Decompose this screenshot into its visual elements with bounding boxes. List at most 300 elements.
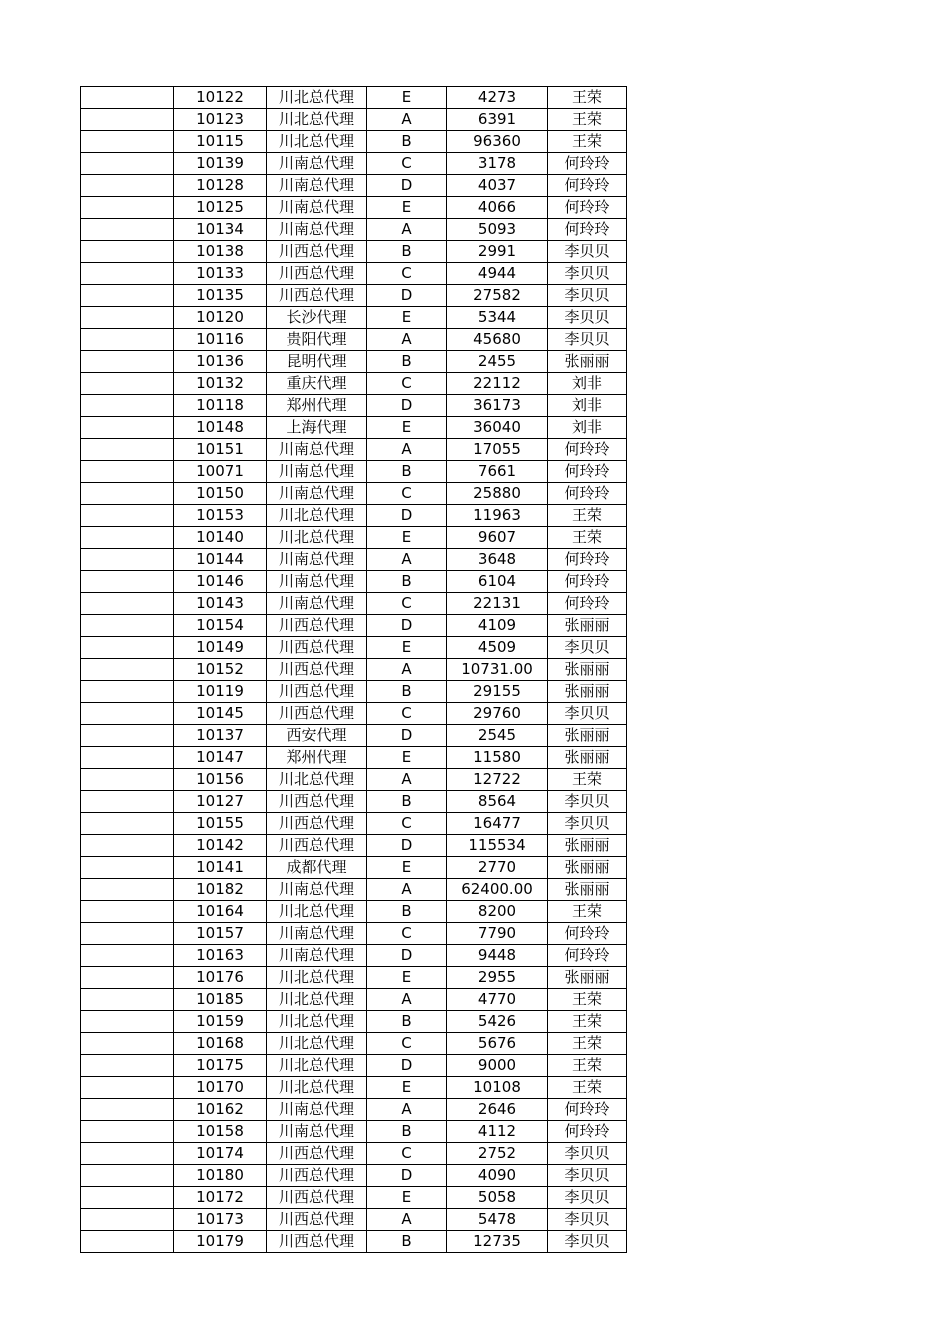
- amount-cell: 12722: [447, 769, 548, 791]
- blank-cell: [81, 593, 174, 615]
- person-cell: 李贝贝: [548, 1165, 627, 1187]
- grade-cell: B: [367, 351, 447, 373]
- agent-cell: 川南总代理: [267, 923, 367, 945]
- table-row: [81, 659, 627, 681]
- table-row: [81, 967, 627, 989]
- person-cell: 王荣: [548, 1055, 627, 1077]
- id-cell: 10138: [174, 241, 267, 263]
- blank-cell: [81, 329, 174, 351]
- amount-cell: 2455: [447, 351, 548, 373]
- table-row: [81, 461, 627, 483]
- table-row: [81, 483, 627, 505]
- table-row: [81, 769, 627, 791]
- person-cell: 李贝贝: [548, 637, 627, 659]
- id-cell: 10154: [174, 615, 267, 637]
- grade-cell: C: [367, 153, 447, 175]
- blank-cell: [81, 967, 174, 989]
- id-cell: 10175: [174, 1055, 267, 1077]
- grade-cell: E: [367, 417, 447, 439]
- person-cell: 何玲玲: [548, 219, 627, 241]
- person-cell: 王荣: [548, 87, 627, 109]
- amount-cell: 9448: [447, 945, 548, 967]
- agent-cell: 川西总代理: [267, 659, 367, 681]
- agent-cell: 川北总代理: [267, 505, 367, 527]
- table-row: [81, 131, 627, 153]
- id-cell: 10148: [174, 417, 267, 439]
- id-cell: 10170: [174, 1077, 267, 1099]
- id-cell: 10142: [174, 835, 267, 857]
- table-row: [81, 879, 627, 901]
- blank-cell: [81, 1011, 174, 1033]
- person-cell: 何玲玲: [548, 153, 627, 175]
- person-cell: 刘非: [548, 417, 627, 439]
- blank-cell: [81, 1187, 174, 1209]
- blank-cell: [81, 1033, 174, 1055]
- amount-cell: 2770: [447, 857, 548, 879]
- amount-cell: 25880: [447, 483, 548, 505]
- person-cell: 张丽丽: [548, 835, 627, 857]
- table-row: [81, 681, 627, 703]
- grade-cell: A: [367, 1099, 447, 1121]
- person-cell: 李贝贝: [548, 1231, 627, 1253]
- table-row: [81, 1121, 627, 1143]
- id-cell: 10137: [174, 725, 267, 747]
- person-cell: 王荣: [548, 901, 627, 923]
- table-row: [81, 747, 627, 769]
- person-cell: 张丽丽: [548, 747, 627, 769]
- person-cell: 李贝贝: [548, 813, 627, 835]
- table-row: [81, 835, 627, 857]
- amount-cell: 10108: [447, 1077, 548, 1099]
- person-cell: 何玲玲: [548, 197, 627, 219]
- id-cell: 10150: [174, 483, 267, 505]
- grade-cell: E: [367, 1187, 447, 1209]
- id-cell: 10146: [174, 571, 267, 593]
- person-cell: 李贝贝: [548, 791, 627, 813]
- table-row: [81, 549, 627, 571]
- table-row: [81, 989, 627, 1011]
- table-row: [81, 87, 627, 109]
- blank-cell: [81, 1231, 174, 1253]
- person-cell: 王荣: [548, 769, 627, 791]
- grade-cell: B: [367, 571, 447, 593]
- agent-cell: 川西总代理: [267, 1209, 367, 1231]
- grade-cell: D: [367, 945, 447, 967]
- amount-cell: 5426: [447, 1011, 548, 1033]
- id-cell: 10168: [174, 1033, 267, 1055]
- blank-cell: [81, 615, 174, 637]
- amount-cell: 17055: [447, 439, 548, 461]
- amount-cell: 22131: [447, 593, 548, 615]
- id-cell: 10128: [174, 175, 267, 197]
- amount-cell: 5478: [447, 1209, 548, 1231]
- blank-cell: [81, 527, 174, 549]
- grade-cell: A: [367, 329, 447, 351]
- table-row: [81, 1033, 627, 1055]
- id-cell: 10172: [174, 1187, 267, 1209]
- grade-cell: C: [367, 593, 447, 615]
- person-cell: 何玲玲: [548, 923, 627, 945]
- amount-cell: 4273: [447, 87, 548, 109]
- id-cell: 10123: [174, 109, 267, 131]
- agent-cell: 川北总代理: [267, 1033, 367, 1055]
- person-cell: 何玲玲: [548, 483, 627, 505]
- person-cell: 李贝贝: [548, 263, 627, 285]
- amount-cell: 11963: [447, 505, 548, 527]
- person-cell: 何玲玲: [548, 945, 627, 967]
- blank-cell: [81, 1165, 174, 1187]
- id-cell: 10155: [174, 813, 267, 835]
- table-row: [81, 219, 627, 241]
- agent-cell: 川西总代理: [267, 813, 367, 835]
- table-row: [81, 109, 627, 131]
- grade-cell: E: [367, 857, 447, 879]
- id-cell: 10134: [174, 219, 267, 241]
- blank-cell: [81, 307, 174, 329]
- amount-cell: 62400.00: [447, 879, 548, 901]
- person-cell: 何玲玲: [548, 593, 627, 615]
- amount-cell: 22112: [447, 373, 548, 395]
- agent-cell: 贵阳代理: [267, 329, 367, 351]
- grade-cell: B: [367, 901, 447, 923]
- amount-cell: 10731.00: [447, 659, 548, 681]
- table-row: [81, 329, 627, 351]
- id-cell: 10133: [174, 263, 267, 285]
- table-row: [81, 175, 627, 197]
- person-cell: 王荣: [548, 1011, 627, 1033]
- agent-cell: 川西总代理: [267, 1165, 367, 1187]
- table-row: [81, 1165, 627, 1187]
- agent-cell: 川北总代理: [267, 769, 367, 791]
- id-cell: 10115: [174, 131, 267, 153]
- blank-cell: [81, 87, 174, 109]
- amount-cell: 45680: [447, 329, 548, 351]
- id-cell: 10164: [174, 901, 267, 923]
- table-row: [81, 263, 627, 285]
- amount-cell: 6391: [447, 109, 548, 131]
- table-row: [81, 615, 627, 637]
- id-cell: 10125: [174, 197, 267, 219]
- table-row: [81, 417, 627, 439]
- id-cell: 10144: [174, 549, 267, 571]
- person-cell: 王荣: [548, 1033, 627, 1055]
- person-cell: 何玲玲: [548, 175, 627, 197]
- agent-cell: 川西总代理: [267, 1143, 367, 1165]
- blank-cell: [81, 1055, 174, 1077]
- person-cell: 张丽丽: [548, 857, 627, 879]
- table-row: [81, 1011, 627, 1033]
- agent-cell: 川北总代理: [267, 1077, 367, 1099]
- amount-cell: 4090: [447, 1165, 548, 1187]
- agent-cell: 川南总代理: [267, 571, 367, 593]
- person-cell: 何玲玲: [548, 549, 627, 571]
- blank-cell: [81, 153, 174, 175]
- grade-cell: D: [367, 505, 447, 527]
- table-row: [81, 439, 627, 461]
- blank-cell: [81, 923, 174, 945]
- grade-cell: B: [367, 131, 447, 153]
- person-cell: 李贝贝: [548, 241, 627, 263]
- table-row: [81, 351, 627, 373]
- id-cell: 10071: [174, 461, 267, 483]
- amount-cell: 4112: [447, 1121, 548, 1143]
- agent-cell: 川南总代理: [267, 483, 367, 505]
- blank-cell: [81, 1143, 174, 1165]
- grade-cell: B: [367, 791, 447, 813]
- table-row: [81, 373, 627, 395]
- blank-cell: [81, 219, 174, 241]
- grade-cell: A: [367, 549, 447, 571]
- grade-cell: A: [367, 659, 447, 681]
- agent-cell: 重庆代理: [267, 373, 367, 395]
- blank-cell: [81, 791, 174, 813]
- amount-cell: 96360: [447, 131, 548, 153]
- id-cell: 10173: [174, 1209, 267, 1231]
- id-cell: 10122: [174, 87, 267, 109]
- grade-cell: C: [367, 703, 447, 725]
- blank-cell: [81, 131, 174, 153]
- blank-cell: [81, 351, 174, 373]
- agent-cell: 川西总代理: [267, 703, 367, 725]
- amount-cell: 12735: [447, 1231, 548, 1253]
- person-cell: 刘非: [548, 395, 627, 417]
- id-cell: 10176: [174, 967, 267, 989]
- amount-cell: 2752: [447, 1143, 548, 1165]
- person-cell: 李贝贝: [548, 1209, 627, 1231]
- table-body: [81, 87, 627, 1253]
- blank-cell: [81, 571, 174, 593]
- grade-cell: C: [367, 1143, 447, 1165]
- person-cell: 李贝贝: [548, 703, 627, 725]
- id-cell: 10180: [174, 1165, 267, 1187]
- id-cell: 10162: [174, 1099, 267, 1121]
- id-cell: 10119: [174, 681, 267, 703]
- grade-cell: E: [367, 747, 447, 769]
- grade-cell: D: [367, 175, 447, 197]
- person-cell: 何玲玲: [548, 461, 627, 483]
- blank-cell: [81, 901, 174, 923]
- grade-cell: D: [367, 725, 447, 747]
- person-cell: 何玲玲: [548, 439, 627, 461]
- amount-cell: 4037: [447, 175, 548, 197]
- agent-cell: 川南总代理: [267, 197, 367, 219]
- agent-cell: 川北总代理: [267, 527, 367, 549]
- table-row: [81, 1143, 627, 1165]
- amount-cell: 9000: [447, 1055, 548, 1077]
- grade-cell: A: [367, 769, 447, 791]
- amount-cell: 2646: [447, 1099, 548, 1121]
- grade-cell: B: [367, 1121, 447, 1143]
- id-cell: 10140: [174, 527, 267, 549]
- id-cell: 10151: [174, 439, 267, 461]
- blank-cell: [81, 263, 174, 285]
- table-row: [81, 593, 627, 615]
- agent-cell: 川南总代理: [267, 153, 367, 175]
- grade-cell: A: [367, 109, 447, 131]
- agent-cell: 成都代理: [267, 857, 367, 879]
- blank-cell: [81, 1077, 174, 1099]
- id-cell: 10120: [174, 307, 267, 329]
- table-row: [81, 527, 627, 549]
- agent-cell: 川西总代理: [267, 1187, 367, 1209]
- amount-cell: 4509: [447, 637, 548, 659]
- amount-cell: 29760: [447, 703, 548, 725]
- id-cell: 10174: [174, 1143, 267, 1165]
- agent-cell: 川南总代理: [267, 593, 367, 615]
- table-row: [81, 395, 627, 417]
- agent-cell: 川西总代理: [267, 615, 367, 637]
- id-cell: 10179: [174, 1231, 267, 1253]
- person-cell: 李贝贝: [548, 307, 627, 329]
- blank-cell: [81, 197, 174, 219]
- grade-cell: B: [367, 1231, 447, 1253]
- blank-cell: [81, 1099, 174, 1121]
- amount-cell: 36173: [447, 395, 548, 417]
- table-row: [81, 1231, 627, 1253]
- grade-cell: D: [367, 1165, 447, 1187]
- blank-cell: [81, 659, 174, 681]
- person-cell: 王荣: [548, 527, 627, 549]
- blank-cell: [81, 637, 174, 659]
- table-row: [81, 637, 627, 659]
- grade-cell: D: [367, 1055, 447, 1077]
- agent-cell: 川西总代理: [267, 791, 367, 813]
- table-row: [81, 285, 627, 307]
- amount-cell: 11580: [447, 747, 548, 769]
- person-cell: 张丽丽: [548, 725, 627, 747]
- blank-cell: [81, 549, 174, 571]
- blank-cell: [81, 395, 174, 417]
- id-cell: 10132: [174, 373, 267, 395]
- table-row: [81, 857, 627, 879]
- blank-cell: [81, 461, 174, 483]
- agent-cell: 川北总代理: [267, 967, 367, 989]
- agent-cell: 川南总代理: [267, 461, 367, 483]
- table-row: [81, 197, 627, 219]
- table-row: [81, 571, 627, 593]
- amount-cell: 5093: [447, 219, 548, 241]
- grade-cell: A: [367, 1209, 447, 1231]
- id-cell: 10157: [174, 923, 267, 945]
- table-row: [81, 505, 627, 527]
- table-row: [81, 813, 627, 835]
- grade-cell: D: [367, 285, 447, 307]
- grade-cell: E: [367, 1077, 447, 1099]
- id-cell: 10156: [174, 769, 267, 791]
- blank-cell: [81, 417, 174, 439]
- grade-cell: A: [367, 879, 447, 901]
- agent-cell: 川西总代理: [267, 681, 367, 703]
- person-cell: 何玲玲: [548, 1121, 627, 1143]
- grade-cell: C: [367, 373, 447, 395]
- amount-cell: 5676: [447, 1033, 548, 1055]
- agent-cell: 川西总代理: [267, 1231, 367, 1253]
- table-row: [81, 1099, 627, 1121]
- id-cell: 10185: [174, 989, 267, 1011]
- blank-cell: [81, 703, 174, 725]
- grade-cell: C: [367, 813, 447, 835]
- grade-cell: E: [367, 637, 447, 659]
- id-cell: 10136: [174, 351, 267, 373]
- id-cell: 10163: [174, 945, 267, 967]
- table-row: [81, 703, 627, 725]
- table-row: [81, 241, 627, 263]
- blank-cell: [81, 681, 174, 703]
- grade-cell: C: [367, 483, 447, 505]
- agent-cell: 上海代理: [267, 417, 367, 439]
- person-cell: 李贝贝: [548, 1187, 627, 1209]
- agent-cell: 川北总代理: [267, 109, 367, 131]
- amount-cell: 3178: [447, 153, 548, 175]
- blank-cell: [81, 505, 174, 527]
- agent-cell: 川西总代理: [267, 241, 367, 263]
- table-row: [81, 1077, 627, 1099]
- person-cell: 何玲玲: [548, 571, 627, 593]
- blank-cell: [81, 945, 174, 967]
- agent-cell: 川北总代理: [267, 131, 367, 153]
- grade-cell: D: [367, 835, 447, 857]
- amount-cell: 4109: [447, 615, 548, 637]
- amount-cell: 27582: [447, 285, 548, 307]
- amount-cell: 115534: [447, 835, 548, 857]
- blank-cell: [81, 835, 174, 857]
- agent-cell: 川西总代理: [267, 285, 367, 307]
- grade-cell: B: [367, 681, 447, 703]
- amount-cell: 2545: [447, 725, 548, 747]
- grade-cell: C: [367, 263, 447, 285]
- amount-cell: 9607: [447, 527, 548, 549]
- grade-cell: D: [367, 395, 447, 417]
- id-cell: 10182: [174, 879, 267, 901]
- agent-cell: 川北总代理: [267, 87, 367, 109]
- id-cell: 10152: [174, 659, 267, 681]
- agent-cell: 川西总代理: [267, 835, 367, 857]
- grade-cell: D: [367, 615, 447, 637]
- person-cell: 王荣: [548, 505, 627, 527]
- grade-cell: C: [367, 923, 447, 945]
- id-cell: 10127: [174, 791, 267, 813]
- amount-cell: 2955: [447, 967, 548, 989]
- id-cell: 10116: [174, 329, 267, 351]
- blank-cell: [81, 769, 174, 791]
- id-cell: 10145: [174, 703, 267, 725]
- grade-cell: E: [367, 87, 447, 109]
- person-cell: 张丽丽: [548, 967, 627, 989]
- person-cell: 王荣: [548, 1077, 627, 1099]
- blank-cell: [81, 285, 174, 307]
- agent-cell: 川北总代理: [267, 1055, 367, 1077]
- id-cell: 10149: [174, 637, 267, 659]
- table-row: [81, 725, 627, 747]
- person-cell: 张丽丽: [548, 351, 627, 373]
- person-cell: 王荣: [548, 131, 627, 153]
- id-cell: 10159: [174, 1011, 267, 1033]
- blank-cell: [81, 747, 174, 769]
- grade-cell: A: [367, 439, 447, 461]
- table-row: [81, 945, 627, 967]
- amount-cell: 2991: [447, 241, 548, 263]
- blank-cell: [81, 241, 174, 263]
- blank-cell: [81, 175, 174, 197]
- agent-cell: 郑州代理: [267, 747, 367, 769]
- blank-cell: [81, 879, 174, 901]
- agent-cell: 长沙代理: [267, 307, 367, 329]
- blank-cell: [81, 989, 174, 1011]
- blank-cell: [81, 1121, 174, 1143]
- grade-cell: B: [367, 461, 447, 483]
- agent-cell: 川西总代理: [267, 263, 367, 285]
- id-cell: 10147: [174, 747, 267, 769]
